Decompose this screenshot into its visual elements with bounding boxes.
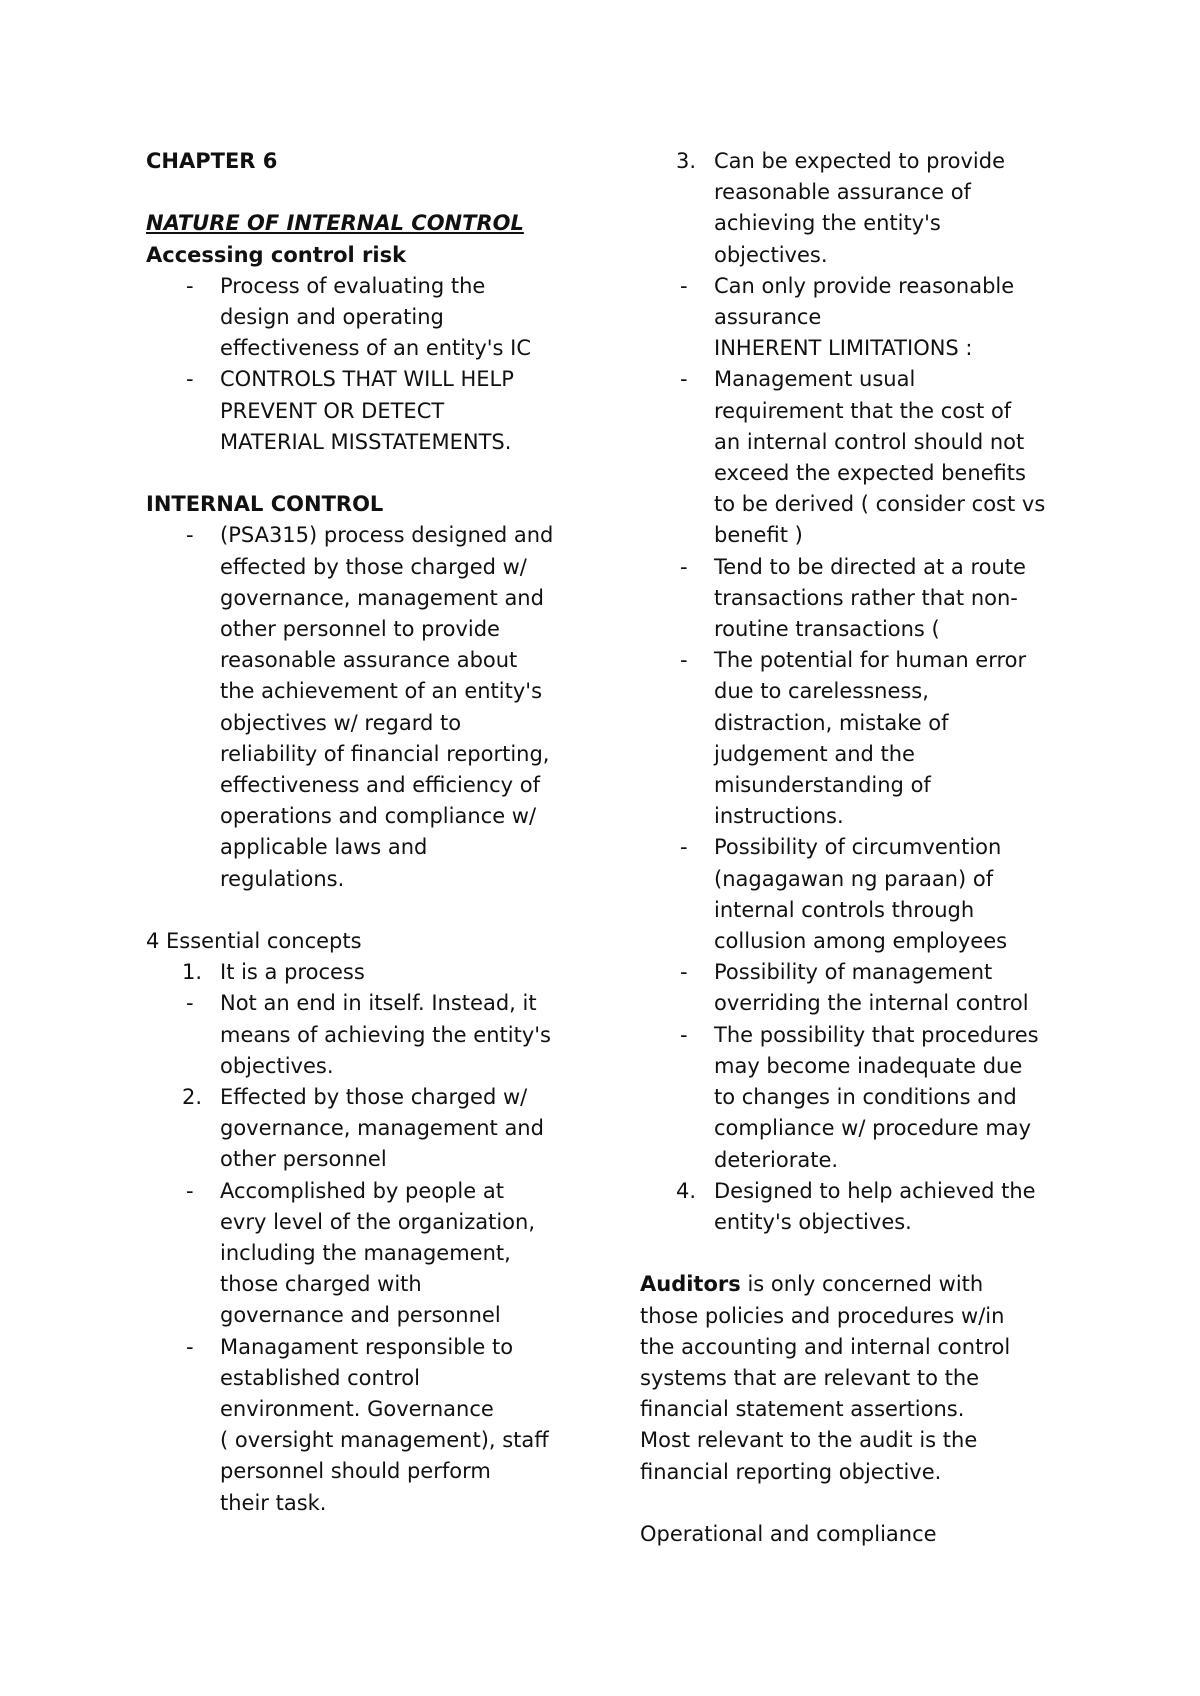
bullet-dash: - xyxy=(186,367,194,392)
item-line: due to carelessness, xyxy=(714,679,929,704)
item-line: Possibility of circumvention xyxy=(714,835,1002,860)
item-line: those charged with xyxy=(220,1272,422,1297)
item-line: including the management, xyxy=(220,1241,511,1266)
item-line: Possibility of management xyxy=(714,960,993,985)
list-item xyxy=(146,957,601,988)
list-number: 1. xyxy=(182,960,203,985)
item-line: ( oversight management), staff xyxy=(220,1428,549,1453)
item-line: transactions rather that non- xyxy=(714,585,1018,610)
item-line: Management usual xyxy=(714,367,916,392)
item-line: Tend to be directed at a route xyxy=(714,554,1026,579)
bullet-dash: - xyxy=(680,835,688,860)
bullet-dash: - xyxy=(186,1334,194,1359)
item-line: effectiveness of an entity's IC xyxy=(220,336,532,361)
bullet-dash: - xyxy=(680,960,688,985)
item-line: Not an end in itself. Instead, it xyxy=(220,991,537,1016)
item-line: INHERENT LIMITATIONS : xyxy=(714,336,973,361)
ic-heading: INTERNAL CONTROL xyxy=(146,492,384,517)
item-line: Can be expected to provide xyxy=(714,149,1005,173)
paragraph-line: financial statement assertions. xyxy=(640,1397,965,1422)
item-line: governance and personnel xyxy=(220,1303,501,1328)
item-line: means of achieving the entity's xyxy=(220,1022,551,1047)
item-line: CONTROLS THAT WILL HELP xyxy=(220,367,514,392)
right-column xyxy=(640,146,1080,1550)
item-line: achieving the entity's xyxy=(714,211,941,236)
auditors-paragraph xyxy=(640,1269,1080,1487)
item-line: effectiveness and efficiency of xyxy=(220,773,540,798)
item-line: deteriorate. xyxy=(714,1147,839,1172)
paragraph-line: is only concerned with xyxy=(740,1272,984,1297)
item-line: established control xyxy=(220,1365,420,1390)
item-line: compliance w/ procedure may xyxy=(714,1116,1032,1141)
item-line: an internal control should not xyxy=(714,429,1025,454)
list-item xyxy=(640,552,1080,646)
list-item xyxy=(146,271,601,365)
list-item xyxy=(146,1176,601,1332)
item-line: benefit ) xyxy=(714,523,803,548)
assess-list xyxy=(146,271,601,458)
item-line: to changes in conditions and xyxy=(714,1085,1017,1110)
item-line: other personnel to provide xyxy=(220,617,500,642)
paragraph-line: those policies and procedures w/in xyxy=(640,1303,1005,1328)
item-line: regulations. xyxy=(220,866,345,891)
item-line: operations and compliance w/ xyxy=(220,804,537,829)
list-number: 3. xyxy=(676,149,697,173)
item-line: misunderstanding of xyxy=(714,773,931,798)
item-line: judgement and the xyxy=(714,741,915,766)
item-line: design and operating xyxy=(220,305,444,329)
item-line: assurance xyxy=(714,305,822,330)
item-line: reasonable assurance of xyxy=(714,180,971,205)
paragraph-line: the accounting and internal control xyxy=(640,1334,1011,1359)
item-line: Can only provide reasonable xyxy=(714,273,1015,298)
limitations-list xyxy=(640,146,1080,1238)
item-line: governance, management and xyxy=(220,585,544,610)
list-item xyxy=(146,520,601,894)
list-item xyxy=(640,364,1080,551)
item-line: to be derived ( consider cost vs xyxy=(714,492,1046,517)
list-item xyxy=(640,832,1080,957)
item-line: requirement that the cost of xyxy=(714,398,1012,423)
bullet-dash: - xyxy=(680,273,688,298)
item-line: The potential for human error xyxy=(714,648,1027,673)
bullet-dash: - xyxy=(680,554,688,579)
item-line: environment. Governance xyxy=(220,1397,494,1422)
list-item xyxy=(640,1176,1080,1238)
item-line: Process of evaluating the xyxy=(220,273,486,298)
list-item xyxy=(640,1020,1080,1176)
list-item xyxy=(146,364,601,458)
bullet-dash: - xyxy=(680,1022,688,1047)
nature-title: NATURE OF INTERNAL CONTROL xyxy=(146,211,524,236)
item-line: governance, management and xyxy=(220,1116,544,1141)
item-line: overriding the internal control xyxy=(714,991,1029,1016)
item-line: personnel should perform xyxy=(220,1459,491,1484)
item-line: reliability of financial reporting, xyxy=(220,741,550,766)
bullet-dash: - xyxy=(186,273,194,298)
item-line: effected by those charged w/ xyxy=(220,554,527,579)
bullet-dash: - xyxy=(186,1178,194,1203)
bullet-dash: - xyxy=(186,523,194,548)
item-line: internal controls through xyxy=(714,897,975,922)
item-line: MATERIAL MISSTATEMENTS. xyxy=(220,429,512,454)
item-line: Managament responsible to xyxy=(220,1334,514,1359)
bullet-dash: - xyxy=(680,367,688,392)
list-item xyxy=(146,1082,601,1176)
paragraph-line: financial reporting objective. xyxy=(640,1459,942,1484)
list-item xyxy=(640,957,1080,1019)
item-line: collusion among employees xyxy=(714,929,1008,954)
item-line: objectives w/ regard to xyxy=(220,710,462,735)
item-line: objectives. xyxy=(220,1053,334,1078)
bullet-dash: - xyxy=(680,648,688,673)
item-line: (nagagawan ng paraan) of xyxy=(714,866,994,891)
auditors-label: Auditors xyxy=(640,1272,741,1297)
item-line: evry level of the organization, xyxy=(220,1209,535,1234)
item-line: objectives. xyxy=(714,242,828,267)
assess-heading: Accessing control risk xyxy=(146,242,407,267)
list-item xyxy=(640,645,1080,832)
item-line: exceed the expected benefits xyxy=(714,461,1026,486)
operational-text: Operational and compliance xyxy=(640,1521,937,1546)
item-line: the achievement of an entity's xyxy=(220,679,543,704)
item-line: distraction, mistake of xyxy=(714,710,949,735)
item-line: reasonable assurance about xyxy=(220,648,518,673)
chapter-heading: CHAPTER 6 xyxy=(146,149,278,173)
item-line: It is a process xyxy=(220,960,365,985)
item-line: The possibility that procedures xyxy=(714,1022,1039,1047)
list-number: 2. xyxy=(182,1085,203,1110)
list-item xyxy=(640,146,1080,271)
item-line: PREVENT OR DETECT xyxy=(220,398,445,423)
concept-list xyxy=(146,957,601,1519)
item-line: routine transactions ( xyxy=(714,617,940,642)
list-number: 4. xyxy=(676,1178,697,1203)
item-line: instructions. xyxy=(714,804,844,829)
bullet-dash: - xyxy=(186,991,194,1016)
list-item xyxy=(640,271,1080,365)
item-line: (PSA315) process designed and xyxy=(220,523,554,548)
concepts-heading: 4 Essential concepts xyxy=(146,929,362,954)
item-line: Designed to help achieved the xyxy=(714,1178,1036,1203)
paragraph-line: Most relevant to the audit is the xyxy=(640,1428,978,1453)
paragraph-line: systems that are relevant to the xyxy=(640,1365,980,1390)
item-line: their task. xyxy=(220,1490,327,1515)
item-line: Accomplished by people at xyxy=(220,1178,504,1203)
item-line: applicable laws and xyxy=(220,835,428,860)
list-item xyxy=(146,988,601,1082)
item-line: other personnel xyxy=(220,1147,387,1172)
item-line: may become inadequate due xyxy=(714,1053,1023,1078)
left-column xyxy=(146,146,601,1519)
list-item xyxy=(146,1332,601,1519)
item-line: entity's objectives. xyxy=(714,1209,912,1234)
item-line: Effected by those charged w/ xyxy=(220,1085,528,1110)
